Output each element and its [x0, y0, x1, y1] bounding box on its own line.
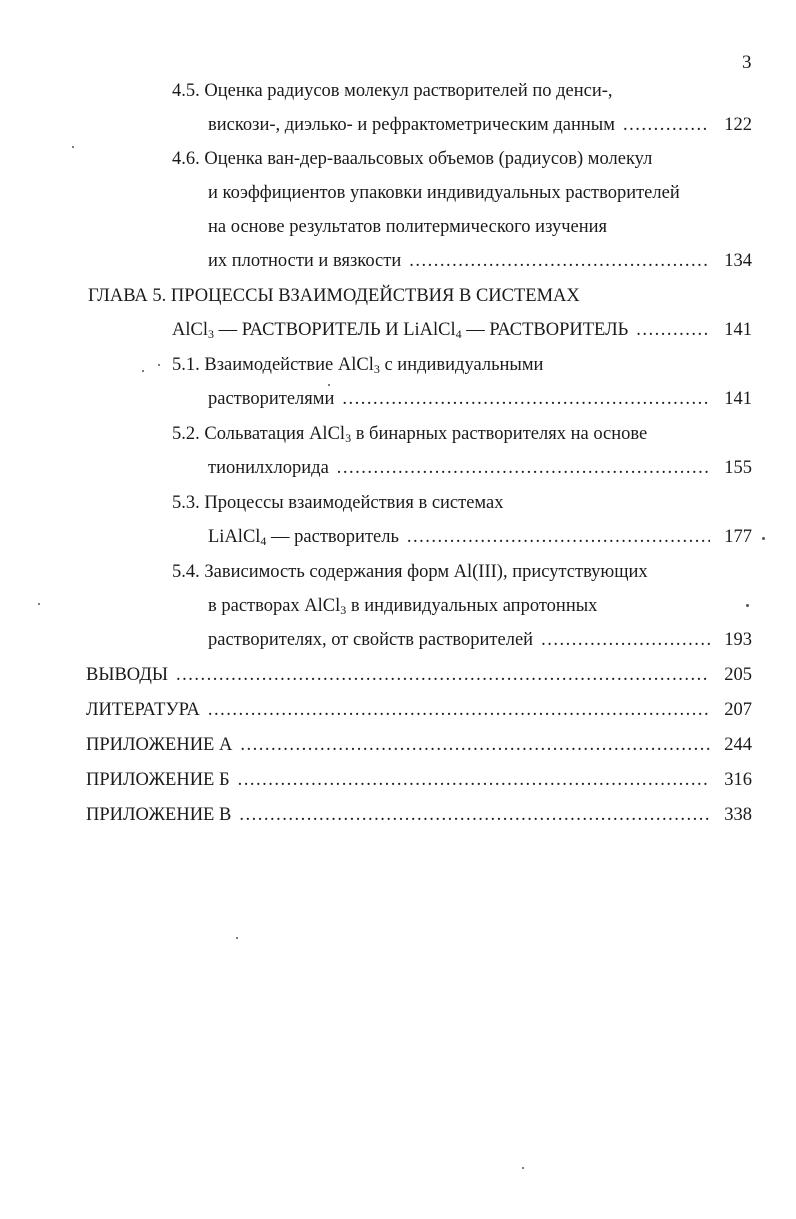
page-number: 3	[742, 52, 752, 73]
toc-chapter-5-line1: ГЛАВА 5. ПРОЦЕССЫ ВЗАИМОДЕЙСТВИЯ В СИСТЕМАХ	[88, 286, 580, 306]
toc-5-1-line1: 5.1. Взаимодействие AlCl$_3$ с индивидуальными	[172, 355, 544, 376]
scan-speck	[236, 937, 238, 939]
toc-5-1-line2[interactable]: растворителями ..... 141	[208, 378, 752, 410]
toc-5-2-line2[interactable]: тионилхлорида ..... 155	[208, 447, 752, 479]
toc-page-ref: 338	[724, 805, 752, 825]
scan-speck	[328, 384, 330, 386]
scan-speck	[142, 370, 144, 372]
scan-speck	[158, 364, 160, 366]
toc-leader-dots	[176, 664, 710, 686]
scan-speck	[522, 1167, 524, 1169]
toc-leader-dots	[636, 319, 710, 341]
toc-5-3-line2[interactable]: LiAlCl$_4$ — растворитель ..... 177	[208, 516, 752, 548]
toc-5-4-line2: в растворах AlCl$_3$ в индивидуальных апротонных	[208, 596, 598, 617]
scan-speck	[38, 603, 40, 605]
toc-page-ref: 155	[724, 458, 752, 478]
toc-leader-dots	[342, 388, 710, 410]
toc-4-6-line2: и коэффициентов упаковки индивидуальных растворителей	[208, 183, 680, 203]
toc-leader-dots	[407, 526, 710, 548]
toc-4-6-line1: 4.6. Оценка ван-дер-ваальсовых объемов (радиусов) молекул	[172, 149, 653, 169]
toc-page-ref: 134	[724, 251, 752, 271]
toc-conclusions[interactable]: ВЫВОДЫ ..... 205	[86, 654, 752, 686]
toc-4-5-line2[interactable]: вискози-, диэлько- и рефрактометрическим данным ..... 122	[208, 104, 752, 136]
toc-page-ref: 207	[724, 700, 752, 720]
toc-leader-dots	[623, 114, 710, 136]
toc-5-2-line1: 5.2. Сольватация AlCl$_3$ в бинарных растворителях на основе	[172, 424, 648, 445]
toc-page-ref: 122	[724, 115, 752, 135]
toc-5-4-line1: 5.4. Зависимость содержания форм Al(III), присутствующих	[172, 562, 648, 582]
toc-leader-dots	[239, 804, 710, 826]
toc-4-6-line3: на основе результатов политермического изучения	[208, 217, 608, 237]
toc-5-3-line1: 5.3. Процессы взаимодействия в системах	[172, 493, 504, 513]
toc-4-6-line4[interactable]: их плотности и вязкости ..... 134	[208, 240, 752, 272]
toc-page-ref: 177	[724, 527, 752, 547]
toc-leader-dots	[238, 769, 710, 791]
toc-leader-dots	[541, 629, 710, 651]
toc-page-ref: 141	[724, 389, 752, 409]
toc-appendix-c[interactable]: ПРИЛОЖЕНИЕ В ..... 338	[86, 794, 752, 826]
toc-leader-dots	[409, 250, 710, 272]
toc-5-4-line3[interactable]: растворителях, от свойств растворителей ..... 193	[208, 619, 752, 651]
toc-literature[interactable]: ЛИТЕРАТУРА ..... 207	[86, 689, 752, 721]
scan-speck	[746, 604, 749, 607]
toc-leader-dots	[337, 457, 710, 479]
toc-page-ref: 244	[724, 735, 752, 755]
toc-appendix-b[interactable]: ПРИЛОЖЕНИЕ Б ..... 316	[86, 759, 752, 791]
toc-page-ref: 193	[724, 630, 752, 650]
toc-appendix-a[interactable]: ПРИЛОЖЕНИЕ А ..... 244	[86, 724, 752, 756]
toc-chapter-5-line2[interactable]: AlCl$_3$ — РАСТВОРИТЕЛЬ И LiAlCl$_4$ — РАСТВОРИТЕЛЬ ..... 141	[172, 309, 752, 341]
toc-page-ref: 205	[724, 665, 752, 685]
toc-leader-dots	[208, 699, 710, 721]
toc-leader-dots	[240, 734, 710, 756]
toc-page-ref: 316	[724, 770, 752, 790]
scan-speck	[762, 537, 765, 540]
scan-speck	[72, 146, 74, 148]
toc-4-5-line1: 4.5. Оценка радиусов молекул растворителей по денси-,	[172, 81, 613, 101]
toc-page-ref: 141	[724, 320, 752, 340]
